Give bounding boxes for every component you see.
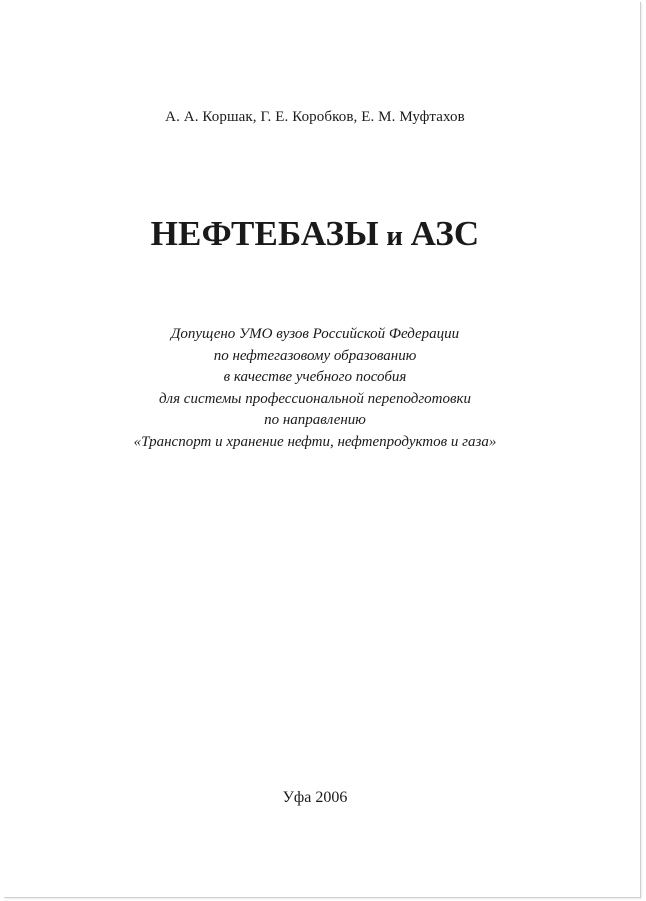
approval-line: Допущено УМО вузов Российской Федерации xyxy=(170,326,460,342)
title-conjunction: и xyxy=(378,220,411,252)
title-end: АЗС xyxy=(410,214,480,253)
approval-line: в качестве учебного пособия xyxy=(223,369,407,385)
approval-line: для системы профессиональной переподготовки xyxy=(158,390,472,407)
title-main: НЕФТЕБАЗЫ xyxy=(150,214,379,253)
city-year: Уфа 2006 xyxy=(282,789,348,806)
approval-line: по нефтегазовому образованию xyxy=(213,347,417,364)
approval-line: по направлению xyxy=(264,412,366,428)
approval-line: «Транспорт и хранение нефти, нефтепродуктов и газа» xyxy=(133,433,497,450)
approval-block xyxy=(4,324,626,453)
title-page xyxy=(4,2,641,898)
authors-line: А. А. Коршак, Г. Е. Коробков, Е. М. Муфтахов xyxy=(165,109,465,125)
book-title xyxy=(4,214,626,254)
